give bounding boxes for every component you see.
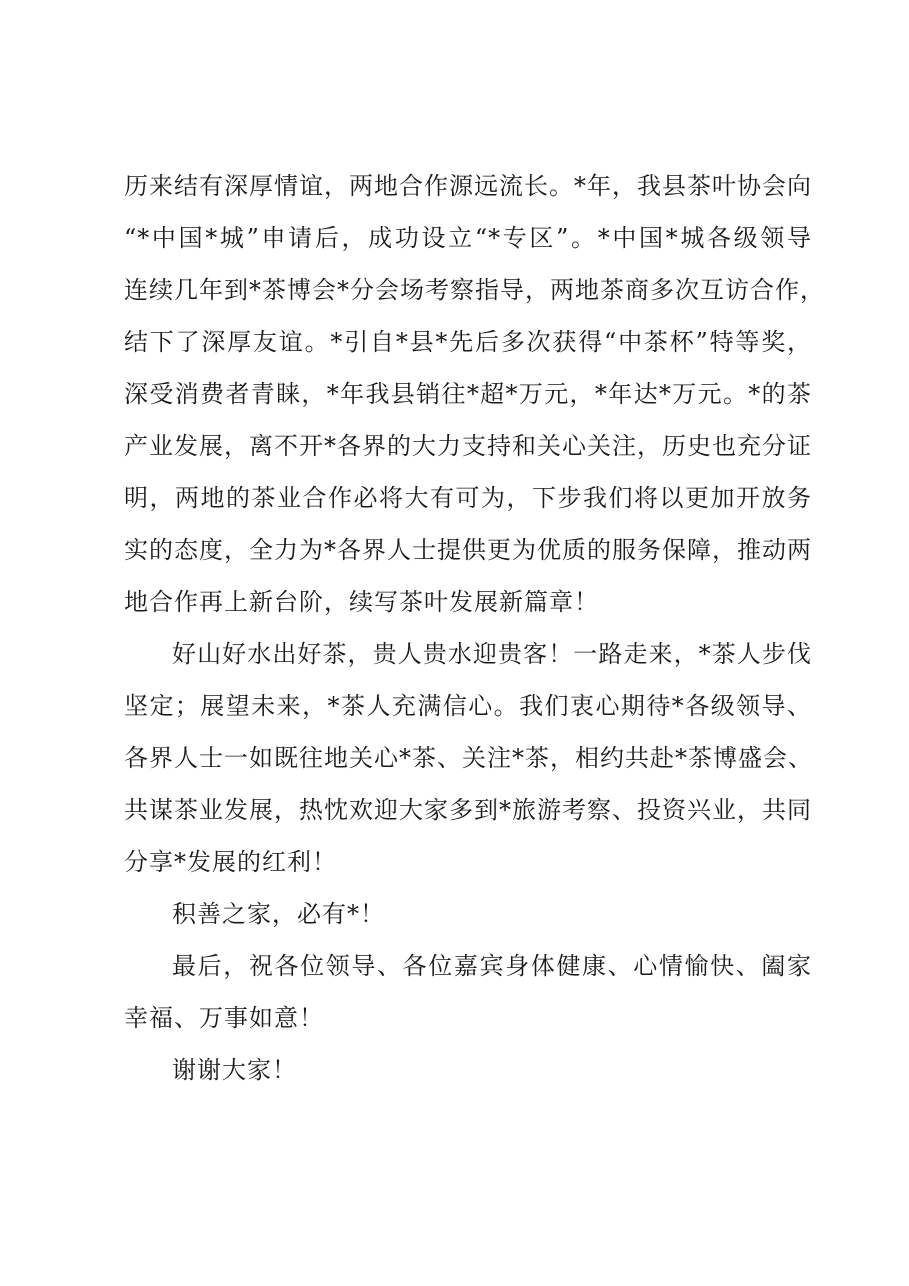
- paragraph-thanks: [124, 1044, 812, 1096]
- text-line: 实的态度，全力为*各界人士提供更为优质的服务保障，推动两: [124, 536, 812, 564]
- text-line: 结下了深厚友谊。*引自*县*先后多次获得“中茶杯”特等奖，: [124, 328, 812, 356]
- text-line: 幸福、万事如意！: [124, 1004, 324, 1032]
- paragraph-cooperation-history: [124, 160, 825, 628]
- text-line: 地合作再上新台阶，续写茶叶发展新篇章！: [124, 588, 599, 616]
- text-line: 谢谢大家！: [172, 1056, 297, 1084]
- text-line: 产业发展，离不开*各界的大力支持和关心关注，历史也充分证: [124, 432, 812, 460]
- text-line: 积善之家，必有*！: [172, 900, 385, 928]
- text-line: 明，两地的茶业合作必将大有可为，下步我们将以更加开放务: [124, 484, 812, 512]
- document-body: [124, 160, 825, 1096]
- text-line: 坚定；展望未来，*茶人充满信心。我们衷心期待*各级领导、: [124, 692, 812, 720]
- text-line: 连续几年到*茶博会*分会场考察指导，两地茶商多次互访合作，: [124, 276, 825, 304]
- text-line: “*中国*城”申请后，成功设立“*专区”。*中国*城各级领导: [124, 224, 812, 252]
- text-line: 历来结有深厚情谊，两地合作源远流长。*年，我县茶叶协会向: [124, 172, 812, 200]
- text-line: 好山好水出好茶，贵人贵水迎贵客！一路走来，*茶人步伐: [172, 640, 812, 668]
- paragraph-closing-wishes: [124, 940, 812, 1044]
- text-line: 最后，祝各位领导、各位嘉宾身体健康、心情愉快、阖家: [172, 952, 812, 980]
- text-line: 分享*发展的红利！: [124, 848, 337, 876]
- paragraph-invitation: [124, 628, 812, 888]
- text-line: 各界人士一如既往地关心*茶、关注*茶，相约共赴*茶博盛会、: [124, 744, 813, 772]
- text-line: 共谋茶业发展，热忱欢迎大家多到*旅游考察、投资兴业，共同: [124, 796, 812, 824]
- paragraph-proverb: [124, 888, 812, 940]
- text-line: 深受消费者青睐，*年我县销往*超*万元，*年达*万元。*的茶: [124, 380, 812, 408]
